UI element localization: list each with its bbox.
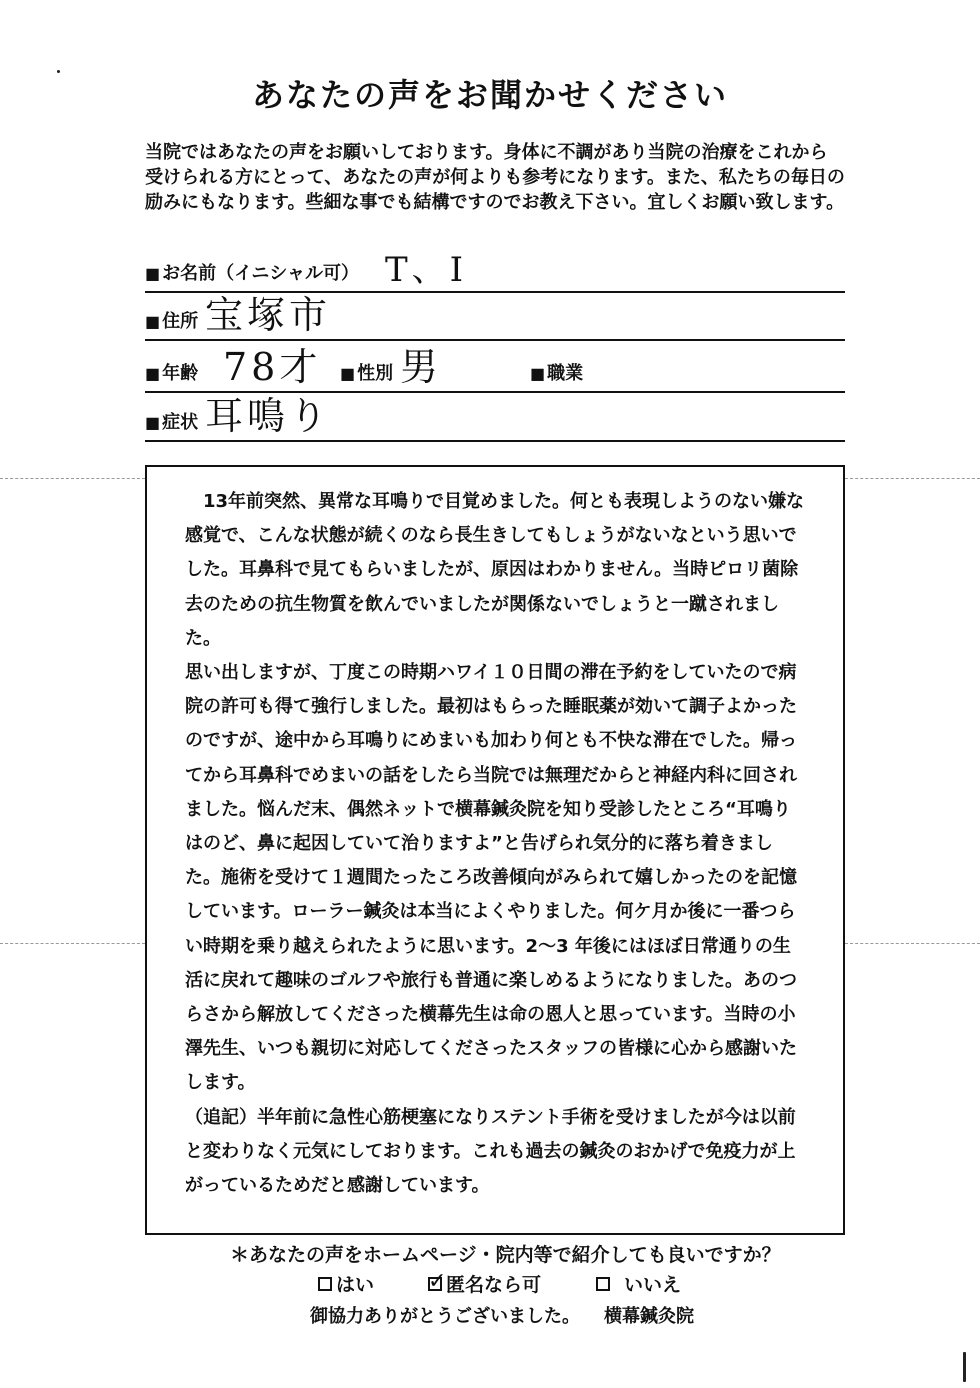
job-label: ■ 職業 [530,359,583,385]
symptom-value: 耳鳴り [205,394,332,438]
footer [310,1302,730,1328]
testimonial-paragraph: 思い出しますが、丁度この時期ハワイ１０日間の滞在予約をしていたので病院の許可も得て強行しました。最初はもらった睡眠薬が効いて調子よかったのですが、途中から耳鳴りにめまいも加わり何とも不快な滞在でした。帰ってから耳鼻科でめまいの話をしたら当院では無理だからと神経内科に回されました。悩んだ末、偶然ネットで横幕鍼灸院を知り受診したところ“耳鳴りはのど、鼻に起因していて治りますよ”と告げられ気分的に落ち着きました。施術を受けて１週間たったころ改善傾向がみられて嬉しかったのを記憶しています。ローラー鍼灸は本当によくやりました。何ケ月か後に一番つらい時期を乗り越えられたように思います。2～3 年後にはほぼ日常通りの生活に戻れて趣味のゴルフや旅行も普通に楽しめるようになりました。あのつらさから解放してくださった横幕先生は命の恩人と思っています。当時の小澤先生、いつも親切に対応してくださったスタッフの皆様に心から感謝いたします。 [185,662,797,1094]
consent-option-anonymous[interactable] [428,1270,541,1297]
checkbox-empty-icon[interactable] [318,1277,332,1291]
testimonial-paragraph: 13年前突然、異常な耳鳴りで目覚めました。何とも表現しようのない嫌な感覚で、こんな状態が続くのなら長生きしてもしょうがないなという思いでした。耳鼻科で見てもらいましたが、原因はわかりません。当時ピロリ菌除去のための抗生物質を飲んでいましたが関係ないでしょうと一蹴されました。 [185,491,805,649]
age-label: ■ 年齢 [145,359,198,385]
testimonial-paragraph: （追記）半年前に急性心筋梗塞になりステント手術を受けましたが今は以前と変わりなく元気にしております。これも過去の鍼灸のおかげで免疫力が上がっているためだと感謝しています。 [185,1106,796,1197]
page-title: あなたの声をお聞かせください [251,76,728,114]
address-value: 宝塚市 [205,293,332,337]
consent-option-yes[interactable] [318,1270,374,1297]
symptom-row [145,396,845,442]
scan-dash-line [845,943,980,944]
gender-label: ■ 性別 [340,359,393,385]
consent-option-yes-label: はい [336,1274,375,1296]
scan-speck [963,1352,966,1382]
consent-options [0,1270,980,1296]
intro-text: 当院ではあなたの声をお願いしております。身体に不調があり当院の治療をこれから受けられる方にとって、あなたの声が何よりも参考になります。また、私たちの毎日の励みにもなります。些細な事でも結構ですのでお教え下さい。宜しくお願い致します。 [145,142,845,213]
name-label: ■ お名前（イニシャル可） [145,259,359,285]
scan-dash-line [845,478,980,479]
consent-option-anonymous-label: 匿名なら可 [446,1274,542,1296]
checkmark-icon: ✓ [428,1268,447,1294]
consent-option-no-label: いいえ [624,1274,682,1296]
address-label: ■ 住所 [145,307,198,333]
checkbox-empty-icon[interactable] [596,1277,610,1291]
gender-value: 男 [400,345,443,389]
clinic-name: 横幕鍼灸院 [604,1306,694,1327]
symptom-label: ■ 症状 [145,408,198,434]
scan-dash-line [0,478,145,479]
address-row [145,295,845,341]
age-value: 78才 [223,345,322,389]
name-value: T、I [385,250,468,290]
consent-question: ＊あなたの声をホームページ・院内等で紹介しても良いですか？ [230,1244,781,1266]
checkbox-checked-icon[interactable] [428,1268,447,1294]
testimonial-text [185,485,805,1203]
scan-dash-line [0,943,145,944]
thanks-text: 御協力ありがとうございました。 [310,1306,580,1327]
consent-option-no[interactable] [596,1270,681,1297]
